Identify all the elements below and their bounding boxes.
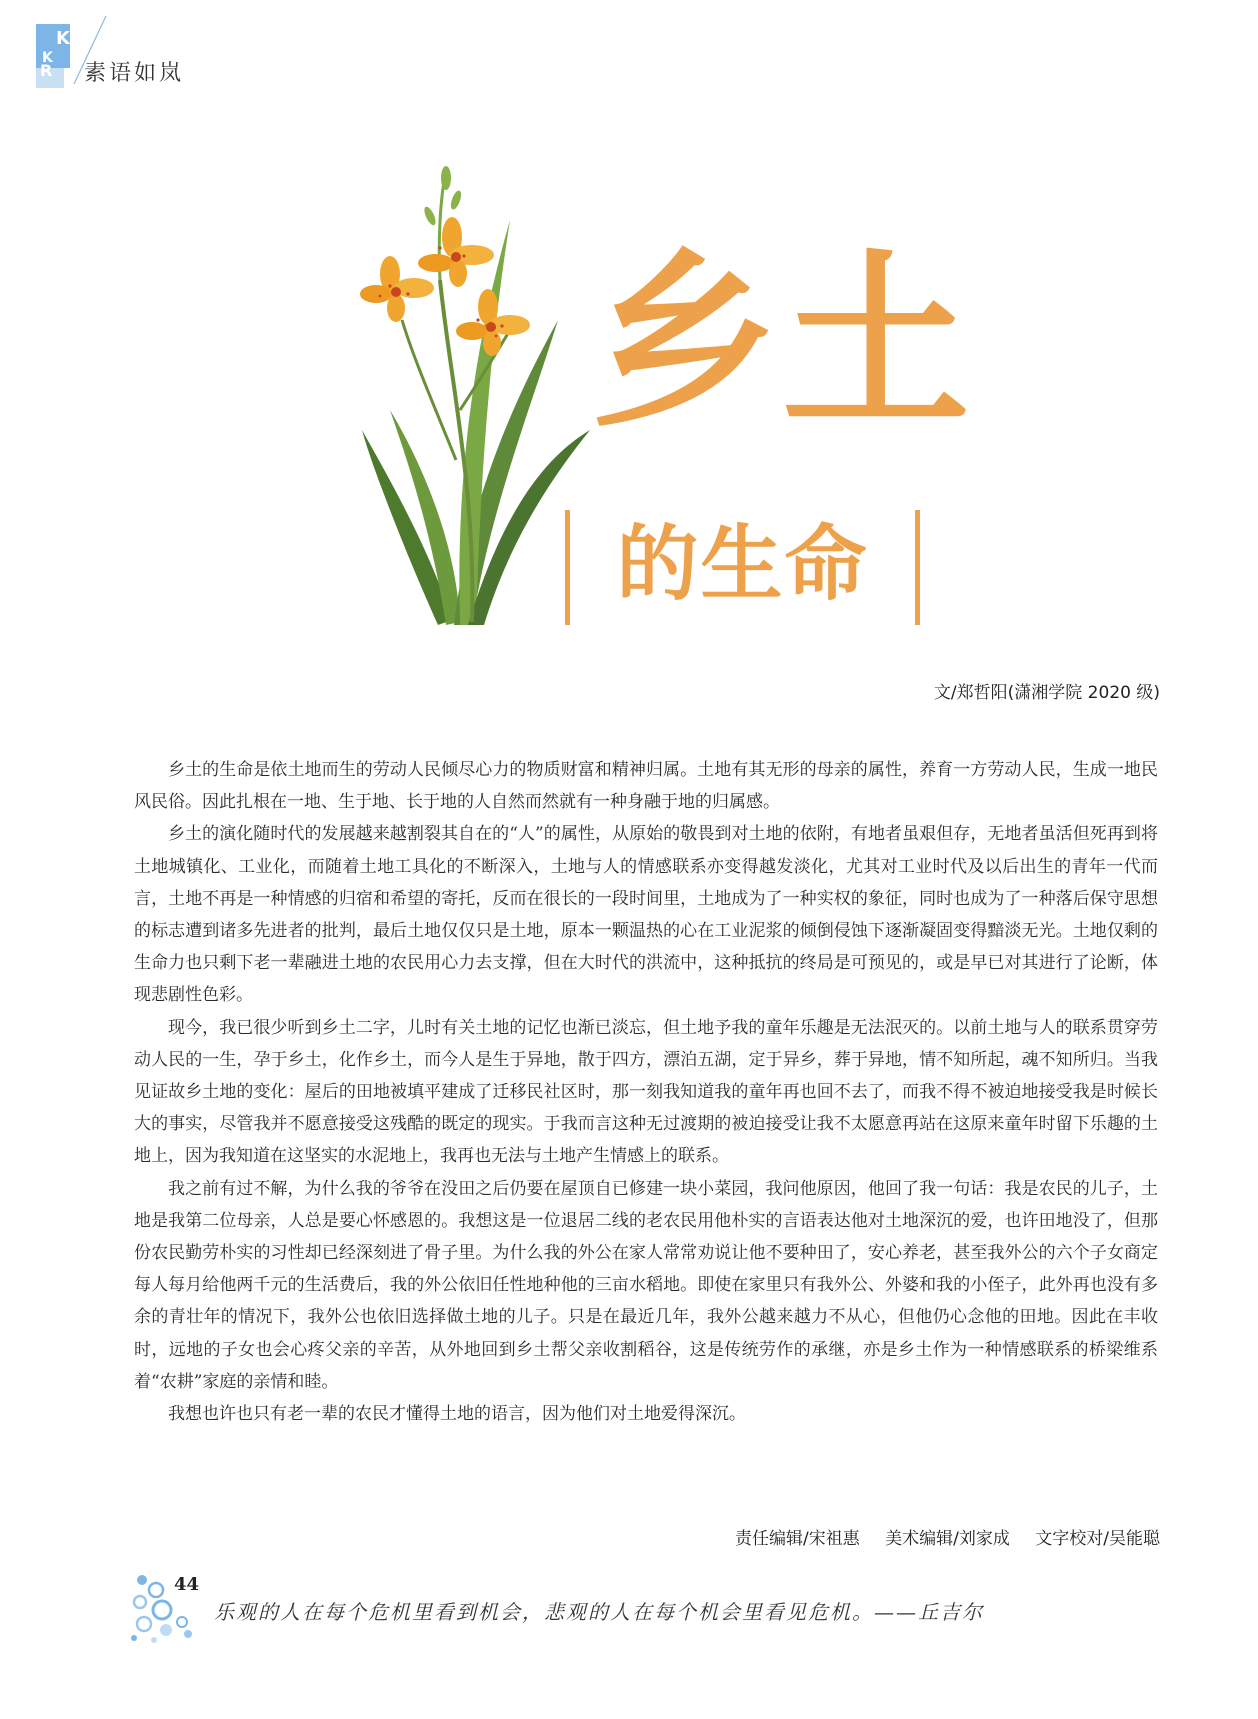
article-paragraph: 我之前有过不解，为什么我的爷爷在没田之后仍要在屋顶自已修建一块小菜园，我问他原因，他回了我一句话：我是农民的儿子，土地是我第二位母亲，人总是要心怀感恩的。我想这是一位退居二线的老农民用他朴实的言语表达他对土地深沉的爱，也许田地没了，但那份农民勤劳朴实的习性却已经深刻进了骨子里。为什么我的外公在家人常常劝说让他不要种田了，安心养老，甚至我外公的六个子女商定每人每月给他两千元的生活费后，我的外公依旧任性地种他的三亩水稻地。即使在家里只有我外公、外婆和我的小侄子，此外再也没有多余的青壮年的情况下，我外公也依旧选择做土地的儿子。只是在最近几年，我外公越来越力不从心，但他仍心念他的田地。因此在丰收时，远地的子女也会心疼父亲的辛苦，从外地回到乡土帮父亲收割稻谷，这是传统劳作的承继，亦是乡土作为一种情感联系的桥梁维系着“农耕”家庭的亲情和睦。 [134, 1178, 1158, 1392]
column-name: 素语如岚 [84, 61, 185, 86]
credit-proofreader: 文字校对/吴能聪 [1035, 1529, 1160, 1549]
article-body [134, 754, 1158, 1430]
credit-editor: 责任编辑/宋祖惠 [734, 1529, 860, 1549]
credit-art-editor: 美术编辑/刘家成 [885, 1529, 1010, 1549]
logo-letter-r: R [40, 61, 53, 80]
article-paragraph: 我想也许也只有老一辈的农民才懂得土地的语言，因为他们对土地爱得深沉。 [168, 1404, 746, 1425]
orchid-flower-1 [418, 217, 494, 287]
logo-letter-k1: K [56, 28, 70, 49]
orchid-illustration [360, 160, 600, 630]
article-paragraph: 乡土的生命是依土地而生的劳动人民倾尽心力的物质财富和精神归属。土地有其无形的母亲的属性，养育一方劳动人民，生成一地民风民俗。因此扎根在一地、生于地、长于地的人自然而然就有一种身融于地的归属感。 [134, 760, 1158, 813]
orchid-flower-3 [456, 289, 530, 356]
page-number: 44 [174, 1574, 200, 1595]
title-bar-right [915, 510, 920, 625]
logo-letter-k2: K [42, 50, 53, 66]
title-sub: 的生命 [616, 517, 869, 612]
article-paragraph: 乡土的演化随时代的发展越来越割裂其自在的“人”的属性，从原始的敬畏到对土地的依附，有地者虽艰但存，无地者虽活但死再到将土地城镇化、工业化，而随着土地工具化的不断深入，土地与人的情感联系亦变得越发淡化，尤其对工业时代及以后出生的青年一代而言，土地不再是一种情感的归宿和希望的寄托，反而在很长的一段时间里，土地成为了一种实权的象征，同时也成为了一种落后保守思想的标志遭到诸多先进者的批判，最后土地仅仅只是土地，原本一颗温热的心在工业泥浆的倾倒侵蚀下逐渐凝固变得黯淡无光。土地仅剩的生命力也只剩下老一辈融进土地的农民用心力去支撑，但在大时代的洪流中，这种抵抗的终局是可预见的，或是早已对其进行了论断，体现悲剧性色彩。 [134, 824, 1158, 1006]
title-main: 乡土 [590, 234, 974, 453]
article-paragraph: 现今，我已很少听到乡土二字，儿时有关土地的记忆也渐已淡忘，但土地予我的童年乐趣是无法泯灭的。以前土地与人的联系贯穿劳动人民的一生，孕于乡土，化作乡土，而今人是生于异地，散于四方，漂泊五湖，定于异乡，葬于异地，情不知所起，魂不知所归。当我见证故乡土地的变化：屋后的田地被填平建成了迁移民社区时，那一刻我知道我的童年再也回不去了，而我不得不被迫地接受我是时候长大的事实，尽管我并不愿意接受这残酷的既定的现实。于我而言这种无过渡期的被迫接受让我不太愿意再站在这原来童年时留下乐趣的土地上，因为我知道在这坚实的水泥地上，我再也无法与土地产生情感上的联系。 [134, 1017, 1158, 1167]
byline: 文/郑哲阳(潇湘学院 2020 级) [933, 683, 1160, 703]
credits [715, 1524, 1160, 1549]
title-sub-block [565, 510, 920, 625]
footer-quote: 乐观的人在每个危机里看到机会，悲观的人在每个机会里看见危机。——丘吉尔 [214, 1600, 984, 1624]
